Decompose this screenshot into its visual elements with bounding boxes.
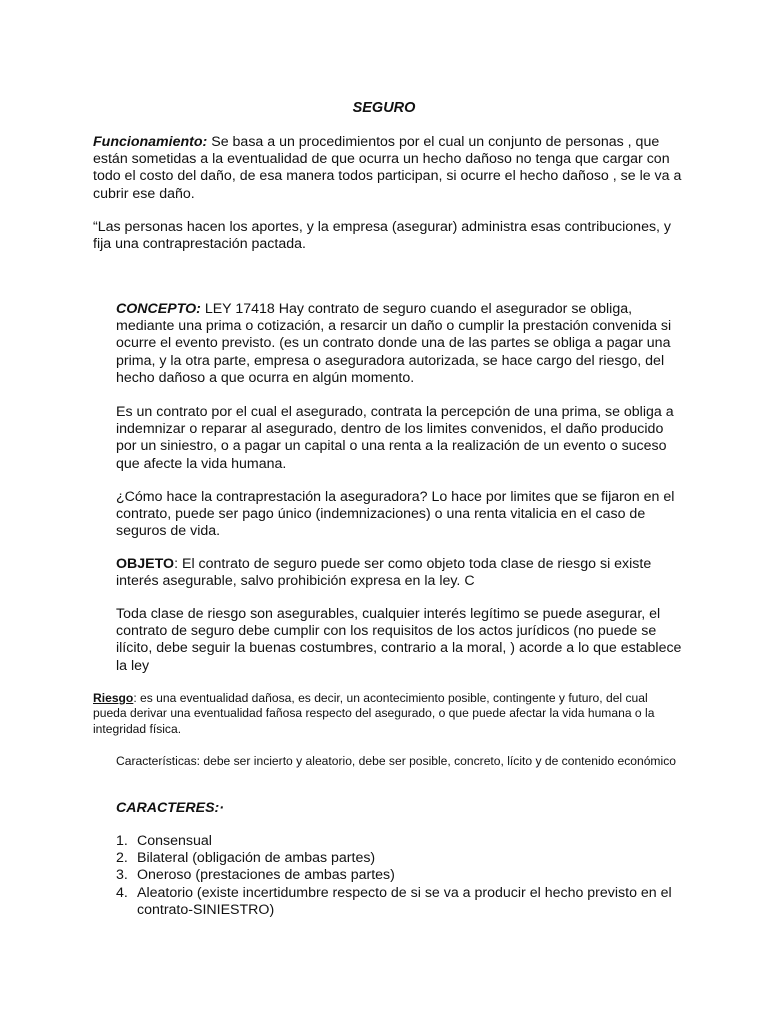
list-item-text: Bilateral (obligación de ambas partes) (137, 850, 376, 867)
funcionamiento-label: Funcionamiento: (93, 134, 208, 150)
concepto-paragraph (116, 301, 682, 387)
funcionamiento-paragraph (93, 134, 683, 203)
riesgo-paragraph (93, 691, 683, 737)
list-item (116, 885, 682, 919)
riesgo-label: Riesgo (93, 691, 134, 705)
document-title: SEGURO (352, 100, 416, 116)
list-item-number: 4. (116, 884, 128, 901)
list-item-text: Consensual (137, 833, 212, 849)
objeto-label: OBJETO (116, 556, 175, 572)
riesgo-text: : es una eventualidad dañosa, es decir, un acontecimiento posible, contingente y futuro, del cual pueda derivar una eventualidad fañosa respecto del asegurado, o que puede afectar la vida humana o la integridad física. (93, 691, 655, 736)
list-item-text: Oneroso (prestaciones de ambas partes) (137, 867, 395, 884)
contrato-definition-paragraph: Es un contrato por el cual el asegurado, contrata la percepción de una prima, se obliga a indemnizar o reparar al asegurado, dentro de los limites convenidos, el daño producido por un siniestro, o a pagar un capital o una renta a la realización de un evento o suceso que afecte la vida humana. (116, 404, 674, 472)
list-item (116, 850, 682, 867)
toda-clase-paragraph: Toda clase de riesgo son asegurables, cualquier interés legítimo se puede asegurar, el contrato de seguro debe cumplir con los requisitos de los actos jurídicos (no puede se ilícito, debe seguir la buenas costumbres, contrario a la moral, ) acorde a lo que establece la ley (116, 606, 682, 674)
list-item (116, 833, 682, 850)
list-item-number: 1. (116, 833, 128, 849)
objeto-text: : El contrato de seguro puede ser como objeto toda clase de riesgo si existe interés asegurable, salvo prohibición expresa en la ley. C (116, 556, 652, 590)
quote-paragraph: “Las personas hacen los aportes, y la empresa (asegurar) administra esas contribuciones, y fija una contraprestación pactada. (93, 219, 672, 253)
list-item-number: 2. (116, 850, 128, 867)
contraprestacion-question-paragraph: ¿Cómo hace la contraprestación la aseguradora? Lo hace por limites que se fijaron en el contrato, puede ser pago único (indemnizaciones) o una renta vitalicia en el caso de seguros de vida. (116, 489, 675, 540)
caracteres-list (116, 833, 682, 919)
list-item-text: Aleatorio (existe incertidumbre respecto de si se va a producir el hecho previsto en el contrato-SINIESTRO) (137, 884, 672, 918)
funcionamiento-text: Se basa a un procedimientos por el cual un conjunto de personas , que están sometidas a la eventualidad de que ocurra un hecho dañoso no tenga que cargar con todo el costo del daño, de esa manera todos participan, si ocurre el hecho dañoso , se le va a cubrir ese daño. (93, 134, 682, 202)
concepto-label: CONCEPTO: (116, 301, 201, 317)
concepto-text: LEY 17418 Hay contrato de seguro cuando el asegurador se obliga, mediante una prima o cotización, a resarcir un daño o cumplir la prestación convenida si ocurre el evento previsto. (es un contrato donde una de las partes se obliga a pagar una prima, y la otra parte, empresa o aseguradora autorizada, se hace cargo del riesgo, del hecho dañoso a que ocurra en algún momento. (116, 301, 672, 386)
caracteres-heading: CARACTERES:· (116, 800, 224, 816)
list-item (116, 867, 682, 884)
objeto-paragraph (116, 556, 682, 590)
caracteristicas-paragraph: Características: debe ser incierto y aleatorio, debe ser posible, concreto, lícito y de contenido económico (116, 754, 676, 768)
list-item-number: 3. (116, 867, 128, 884)
